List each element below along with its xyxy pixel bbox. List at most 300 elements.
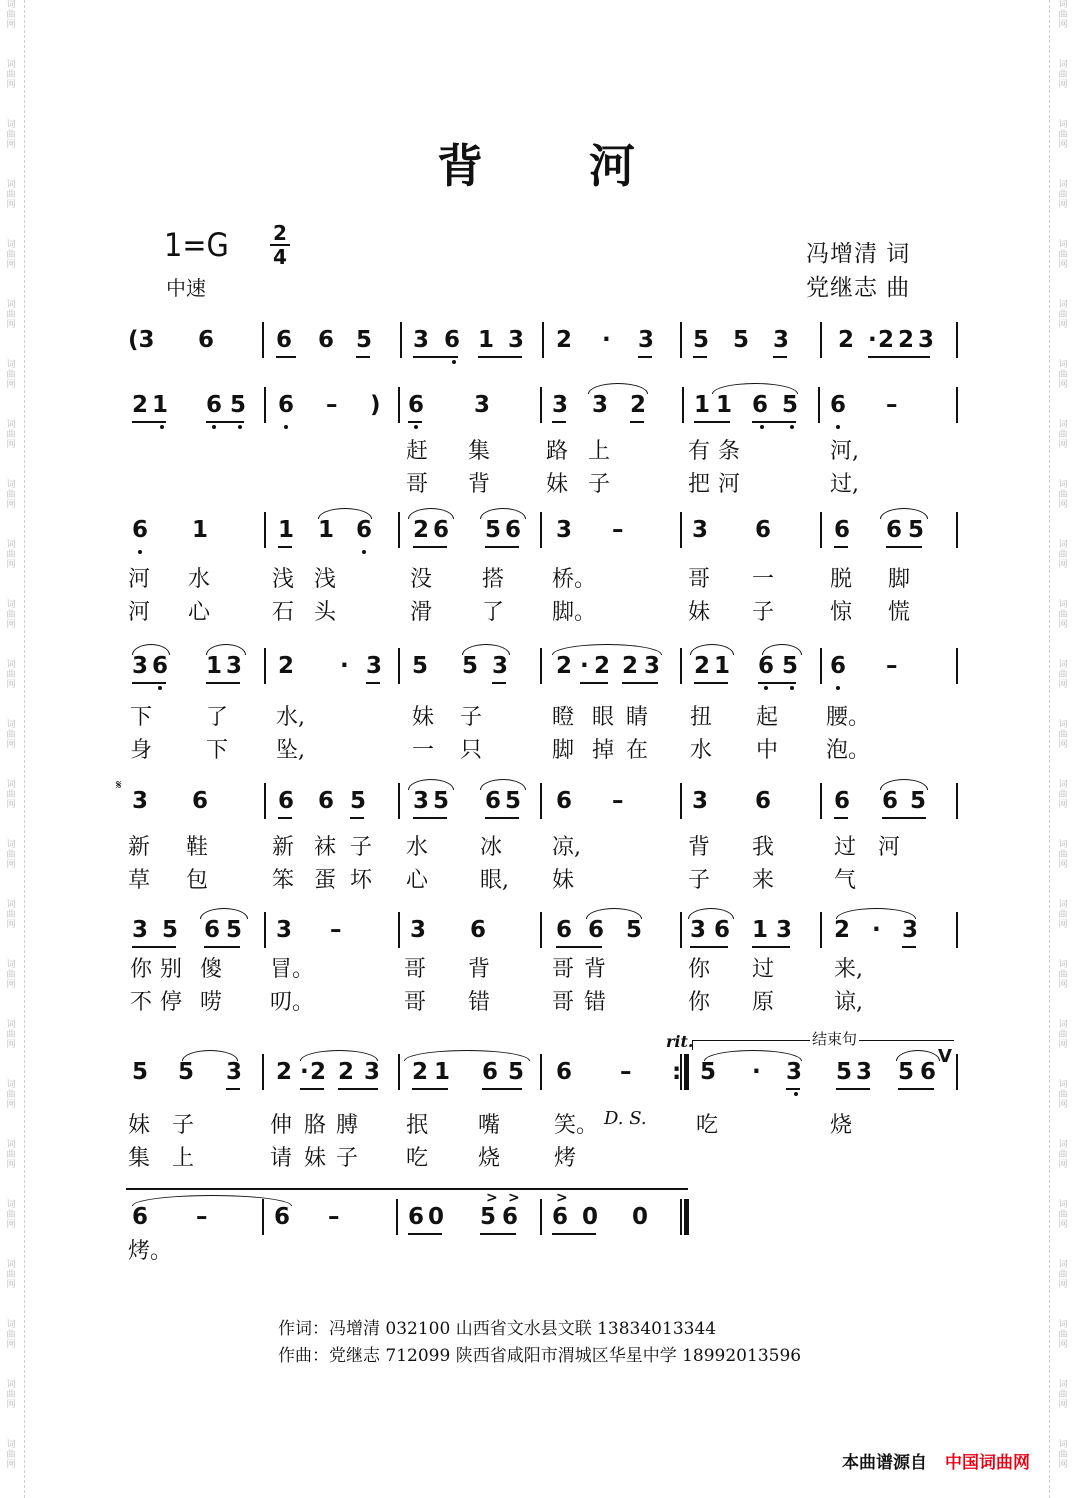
note: 6 (920, 1059, 937, 1085)
lyric-syllable: 新 (128, 835, 151, 860)
note: 6 (505, 517, 522, 543)
eighth-underline (412, 1088, 448, 1090)
note: 0 (632, 1204, 649, 1230)
barline (262, 322, 264, 358)
note: 6 (556, 1059, 573, 1085)
barline (262, 1054, 264, 1090)
note: – (196, 1204, 208, 1230)
slur-arc (688, 908, 734, 919)
note: 6 (886, 517, 903, 543)
slur-arc (586, 908, 642, 919)
eighth-underline (752, 421, 796, 423)
note: 6 (132, 1204, 149, 1230)
lyric-syllable: 笑。 (554, 1113, 599, 1138)
note: 2 (310, 1059, 327, 1085)
lyric-syllable: 烤 (554, 1146, 577, 1171)
lyric-line (0, 834, 1074, 864)
note: 2 (838, 327, 855, 353)
watermark-text: 词 曲 网 (1058, 1260, 1068, 1290)
lyric-syllable: 一 (752, 567, 775, 592)
note: 3 (413, 327, 430, 353)
note: · (868, 327, 877, 353)
eighth-underline (630, 421, 644, 423)
lyric-syllable: 子 (752, 600, 775, 625)
lyric-line (0, 1145, 1074, 1175)
note: 6 (278, 788, 295, 814)
lyric-syllable: 吃 (406, 1146, 429, 1171)
eighth-underline (552, 421, 566, 423)
lyric-syllable: 胳 (304, 1113, 327, 1138)
lyric-syllable: 惊 (830, 600, 853, 625)
lyric-syllable: 背 (468, 957, 491, 982)
note: 1 (694, 392, 711, 418)
accent-mark: > (486, 1190, 498, 1206)
lyric-syllable: 哥 (688, 567, 711, 592)
lyric-line (0, 737, 1074, 767)
lyric-syllable: 上 (588, 439, 611, 464)
lyric-syllable: 嘴 (478, 1113, 501, 1138)
barline (540, 648, 542, 684)
lyric-syllable: 子 (688, 868, 711, 893)
barline (540, 783, 542, 819)
note: 6 (834, 517, 851, 543)
watermark-text: 词 曲 网 (1058, 600, 1068, 630)
note: 6 (502, 1204, 519, 1230)
low-octave-dot (794, 1092, 798, 1096)
note: 5 (693, 327, 710, 353)
note: 2 (556, 327, 573, 353)
watermark-text: 词 曲 网 (6, 360, 16, 390)
note: – (612, 788, 624, 814)
watermark-text: 词 曲 网 (6, 60, 16, 90)
note: – (326, 392, 338, 418)
barline (398, 387, 400, 423)
note: 3 (276, 917, 293, 943)
lyric-syllable: 身 (130, 738, 153, 763)
eighth-underline (413, 817, 447, 819)
lyric-syllable: 睛 (626, 705, 649, 730)
note: 2 (594, 653, 611, 679)
eighth-underline (834, 817, 848, 819)
lyric-syllable: 背 (688, 835, 711, 860)
watermark-text: 词 曲 网 (1058, 240, 1068, 270)
ritardando-marking: rit. (666, 1032, 694, 1051)
barline (680, 648, 682, 684)
song-title (0, 130, 1074, 196)
lyric-syllable: 吃 (696, 1113, 719, 1138)
note: · (340, 653, 349, 679)
barline (264, 912, 266, 948)
note: 5 (508, 1059, 525, 1085)
note: 5 (908, 517, 925, 543)
lyric-syllable: 过 (752, 957, 775, 982)
note: · (752, 1059, 761, 1085)
ending-bracket-hook (692, 1040, 693, 1050)
eighth-underline (786, 1088, 800, 1090)
lyric-syllable: 别 (160, 957, 183, 982)
low-octave-dot (836, 425, 840, 429)
note: 0 (582, 1204, 599, 1230)
note: 1 (206, 653, 223, 679)
note: 6 (356, 517, 373, 543)
eighth-underline (206, 421, 244, 423)
note: 6 (206, 392, 223, 418)
title-char-1: 背 (437, 139, 485, 193)
lyric-syllable: 请 (270, 1146, 293, 1171)
note: 6 (274, 1204, 291, 1230)
lyric-syllable: 袜 (314, 835, 337, 860)
barline (264, 783, 266, 819)
slur-arc (182, 1050, 238, 1061)
barline (680, 912, 682, 948)
lyric-syllable: 冒。 (270, 957, 315, 982)
eighth-underline (758, 682, 796, 684)
watermark-text: 词 曲 网 (6, 480, 16, 510)
note: 5 (910, 788, 927, 814)
watermark-text: 词 曲 网 (6, 1020, 16, 1050)
note: 1 (716, 392, 733, 418)
slur-arc (480, 779, 526, 790)
lyric-syllable: 子 (172, 1113, 195, 1138)
barline (398, 1054, 400, 1090)
note: 5 (178, 1059, 195, 1085)
note: 5 (700, 1059, 717, 1085)
eighth-underline (204, 946, 240, 948)
lyric-syllable: 背 (584, 957, 607, 982)
slur-arc (200, 908, 248, 919)
slur-arc (300, 1050, 378, 1061)
barline (396, 1199, 398, 1235)
lyric-syllable: 傻 (200, 957, 223, 982)
note: 6 (755, 788, 772, 814)
lyric-syllable: 妹 (128, 1113, 151, 1138)
lyric-syllable: 河 (718, 472, 741, 497)
note: 2 (413, 517, 430, 543)
eighth-underline (478, 356, 522, 358)
barline (400, 322, 402, 358)
watermark-text: 词 曲 网 (6, 1200, 16, 1230)
lyric-syllable: 集 (128, 1146, 151, 1171)
slur-arc (132, 644, 170, 655)
low-octave-dot (284, 425, 288, 429)
lyric-syllable: 妹 (552, 868, 575, 893)
slur-arc (408, 779, 454, 790)
lyric-syllable: 哥 (552, 957, 575, 982)
barline (956, 783, 958, 819)
lyric-line (0, 1112, 1074, 1142)
lyric-syllable: 不 (130, 990, 153, 1015)
barline (398, 512, 400, 548)
note: 6 (278, 392, 295, 418)
note: 5 (412, 653, 429, 679)
watermark-text: 词 曲 网 (1058, 120, 1068, 150)
watermark-text: 词 曲 网 (1058, 1200, 1068, 1230)
note: – (330, 917, 342, 943)
eighth-underline (868, 356, 930, 358)
note: 6 (758, 653, 775, 679)
lyric-syllable: 我 (752, 835, 775, 860)
source-site-link[interactable]: 中国词曲网 (945, 1453, 1030, 1473)
watermark-text: 词 曲 网 (1058, 900, 1068, 930)
watermark-text: 词 曲 网 (1058, 540, 1068, 570)
note: 3 (366, 653, 383, 679)
note: 6 (834, 788, 851, 814)
slur-arc (880, 508, 928, 519)
note: 3 (226, 1059, 243, 1085)
note: 5 (433, 788, 450, 814)
watermark-text: 词 曲 网 (6, 720, 16, 750)
watermark-text: 词 曲 网 (6, 1440, 16, 1470)
lyric-syllable: 河 (128, 567, 151, 592)
lyric-syllable: 脚。 (552, 600, 597, 625)
note: · (300, 1059, 309, 1085)
note: 5 (733, 327, 750, 353)
lyric-syllable: 了 (206, 705, 229, 730)
eighth-underline (408, 1233, 442, 1235)
eighth-underline (278, 546, 292, 548)
eighth-underline (485, 817, 519, 819)
lyric-syllable: 笨 (272, 868, 295, 893)
eighth-underline (752, 946, 790, 948)
eighth-underline (556, 946, 602, 948)
eighth-underline (132, 421, 166, 423)
eighth-underline (413, 546, 447, 548)
note: 5 (836, 1059, 853, 1085)
slur-arc (762, 644, 802, 655)
key-signature: 1=G (164, 226, 229, 264)
eighth-underline (902, 946, 916, 948)
note: 3 (773, 327, 790, 353)
lyric-syllable: 石 (272, 600, 295, 625)
note: ) (370, 392, 381, 418)
lyric-syllable: 谅, (834, 990, 863, 1015)
lyric-syllable: 水 (406, 835, 429, 860)
note: 6 (755, 517, 772, 543)
lyric-syllable: 中 (756, 738, 779, 763)
barline (956, 322, 958, 358)
watermark-text: 词 曲 网 (6, 960, 16, 990)
watermark-text: 词 曲 网 (6, 240, 16, 270)
eighth-underline (552, 1233, 596, 1235)
note: 3 (776, 917, 793, 943)
note: – (886, 653, 898, 679)
lyric-syllable: 下 (206, 738, 229, 763)
lyric-syllable: 河, (830, 439, 859, 464)
lyric-syllable: 坠, (276, 738, 305, 763)
low-octave-dot (790, 686, 794, 690)
note: 3 (364, 1059, 381, 1085)
lyric-syllable: 水 (690, 738, 713, 763)
note: 6 (485, 788, 502, 814)
eighth-underline (276, 356, 296, 358)
note: 6 (830, 392, 847, 418)
lyric-syllable: 脚 (552, 738, 575, 763)
slur-arc (704, 1050, 802, 1061)
note: 1 (152, 392, 169, 418)
note: 3 (474, 392, 491, 418)
eighth-underline (132, 946, 176, 948)
note: 6 (204, 917, 221, 943)
note: 3 (644, 653, 661, 679)
note: 2 (556, 653, 573, 679)
low-octave-dot (238, 425, 242, 429)
lyric-syllable: 膊 (336, 1113, 359, 1138)
lyric-syllable: 在 (626, 738, 649, 763)
lyric-syllable: 起 (756, 705, 779, 730)
barline (956, 512, 958, 548)
repeat-barline (680, 1199, 682, 1235)
accent-mark: > (556, 1190, 568, 1206)
eighth-underline (836, 1088, 870, 1090)
lyric-syllable: 新 (272, 835, 295, 860)
meter-top: 2 (273, 221, 287, 245)
lyric-syllable: 你 (688, 990, 711, 1015)
note: 6 (318, 327, 335, 353)
note: 2 (878, 327, 895, 353)
note: 1 (278, 517, 295, 543)
slur-arc (132, 1195, 292, 1206)
repeat-barline (684, 1054, 689, 1090)
slur-arc (462, 644, 510, 655)
eighth-underline (278, 817, 292, 819)
eighth-underline (898, 1088, 934, 1090)
lyric-line (0, 471, 1074, 501)
eighth-underline (694, 682, 728, 684)
lyric-syllable: 哥 (406, 472, 429, 497)
eighth-underline (492, 682, 506, 684)
note: 3 (226, 653, 243, 679)
note: 6 (882, 788, 899, 814)
final-phrase-line (126, 1188, 688, 1190)
eighth-underline (480, 1233, 516, 1235)
eighth-underline (693, 356, 707, 358)
note: – (328, 1204, 340, 1230)
eighth-underline (206, 682, 240, 684)
barline (820, 648, 822, 684)
barline (540, 1199, 542, 1235)
watermark-text: 词 曲 网 (6, 1080, 16, 1110)
note: 3 (690, 917, 707, 943)
lyric-line (0, 599, 1074, 629)
watermark-text: 词 曲 网 (6, 1380, 16, 1410)
watermark-text: 词 曲 网 (6, 1140, 16, 1170)
watermark-text: 词 曲 网 (1058, 1320, 1068, 1350)
lyric-syllable: 滑 (410, 600, 433, 625)
lyric-syllable: 条 (718, 439, 741, 464)
note: 3 (902, 917, 919, 943)
note: 5 (462, 653, 479, 679)
note: 2 (622, 653, 639, 679)
barline (956, 648, 958, 684)
barline (818, 387, 820, 423)
slur-arc (690, 644, 734, 655)
barline (540, 512, 542, 548)
lyric-syllable: 蛋 (314, 868, 337, 893)
note: 1 (192, 517, 209, 543)
watermark-text: 词 曲 网 (1058, 480, 1068, 510)
note: 6 (408, 1204, 425, 1230)
lyric-syllable: 赶 (406, 439, 429, 464)
note: 3 (918, 327, 935, 353)
note: 3 (552, 392, 569, 418)
slur-arc (206, 644, 246, 655)
watermark-text: 词 曲 网 (1058, 840, 1068, 870)
note: 6 (552, 1204, 569, 1230)
barline (820, 912, 822, 948)
lyric-syllable: 子 (350, 835, 373, 860)
lyricist-contact: 作词：冯增清 032100 山西省文水县文联 13834013344 (278, 1319, 717, 1339)
eighth-underline (482, 1088, 522, 1090)
note: 3 (508, 327, 525, 353)
breath-mark: V (938, 1046, 952, 1067)
title-char-2: 河 (589, 139, 637, 193)
lyric-syllable: 包 (186, 868, 209, 893)
note: (3 (128, 327, 155, 353)
note: – (620, 1059, 632, 1085)
lyric-syllable: 浅 (272, 567, 295, 592)
lyric-syllable: 烧 (830, 1113, 853, 1138)
note: 6 (152, 653, 169, 679)
watermark-text: 词 曲 网 (6, 1260, 16, 1290)
note: 5 (626, 917, 643, 943)
lyric-syllable: 哥 (404, 990, 427, 1015)
note: 6 (198, 327, 215, 353)
note: 3 (413, 788, 430, 814)
lyric-syllable: 扭 (690, 705, 713, 730)
note: 3 (638, 327, 655, 353)
lyric-syllable: 腰。 (826, 705, 871, 730)
slur-arc (404, 1050, 530, 1061)
note: 5 (898, 1059, 915, 1085)
lyric-line (0, 956, 1074, 986)
lyric-line (0, 867, 1074, 897)
note: 6 (318, 788, 335, 814)
lyric-syllable: 浅 (314, 567, 337, 592)
eighth-underline (694, 421, 730, 423)
slur-arc (552, 644, 662, 655)
barline (956, 912, 958, 948)
note: 5 (356, 327, 373, 353)
watermark-text: 词 曲 网 (1058, 360, 1068, 390)
time-signature (268, 222, 292, 268)
watermark-text: 词 曲 网 (6, 780, 16, 810)
watermark-text: 词 曲 网 (1058, 1080, 1068, 1110)
lyric-syllable: 唠 (200, 990, 223, 1015)
watermark-text: 词 曲 网 (6, 420, 16, 450)
lyric-syllable: 气 (834, 868, 857, 893)
note: 6 (192, 788, 209, 814)
note: 6 (470, 917, 487, 943)
watermark-text: 词 曲 网 (1058, 300, 1068, 330)
composer-credit: 党继志 曲 (806, 275, 911, 301)
note: 5 (226, 917, 243, 943)
watermark-text: 词 曲 网 (1058, 60, 1068, 90)
lyric-syllable: 你 (688, 957, 711, 982)
low-octave-dot (138, 550, 142, 554)
lyric-syllable: 坏 (350, 868, 373, 893)
barline (398, 648, 400, 684)
lyric-syllable: 冰 (480, 835, 503, 860)
lyric-syllable: 河 (128, 600, 151, 625)
note: 1 (318, 517, 335, 543)
segno-sign: 𝄋 (116, 778, 122, 793)
composer-contact: 作曲：党继志 712099 陕西省咸阳市渭城区华星中学 18992013596 (278, 1346, 802, 1366)
note: 6 (588, 917, 605, 943)
tempo-marking: 中速 (166, 276, 206, 300)
note: 1 (714, 653, 731, 679)
barline (680, 512, 682, 548)
lyric-syllable: 有 (688, 439, 711, 464)
